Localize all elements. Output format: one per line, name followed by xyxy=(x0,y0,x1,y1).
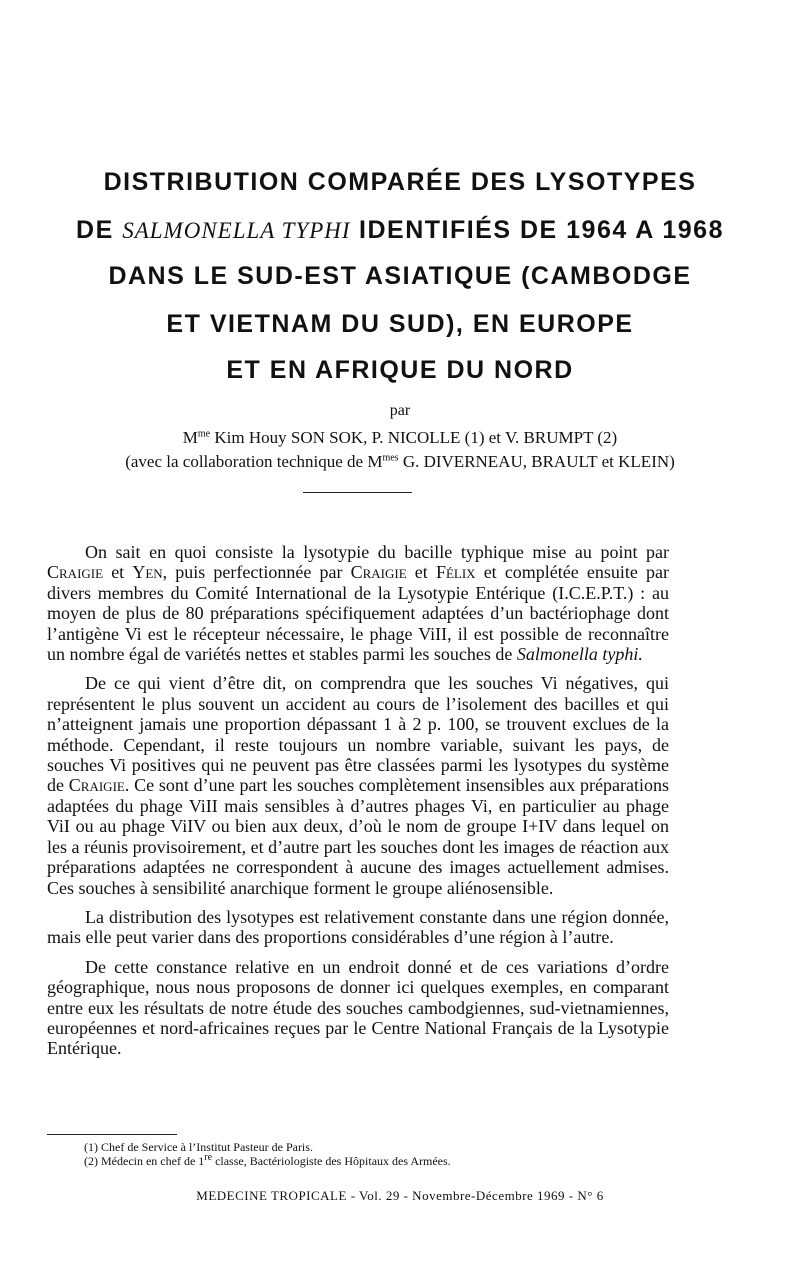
collaboration-line xyxy=(0,452,800,472)
collab-names: G. DIVERNEAU, BRAULT et KLEIN) xyxy=(398,452,675,471)
p2-text-a: De ce qui vient d’être dit, on comprendra que les souches Vi négatives, qui représentent le plus souvent un accident au cours de l’isolement des bacilles et qui n’atteignent jamais une proportion dépassant 1 à 2 p. 100, se trouvent exclues de la méthode. Cependant, il reste toujours un nombre variable, suivant les pays, de souches Vi positives qui ne peuvent pas être classées parmi les lysotypes du système de xyxy=(47,673,669,796)
byline-par: par xyxy=(389,402,411,419)
footnote-2-text-b: classe, Bactériologiste des Hôpitaux des Armées. xyxy=(212,1154,451,1168)
title-line-2-suffix: IDENTIFIÉS DE 1964 A 1968 xyxy=(350,216,724,244)
author-ref-yen: Yen xyxy=(132,562,163,583)
title-line-1: DISTRIBUTION COMPARÉE DES LYSOTYPES xyxy=(103,168,697,196)
author-ref-craigie: Craigie xyxy=(350,562,407,583)
author-ref-craigie: Craigie xyxy=(47,562,104,583)
authors-line xyxy=(0,428,800,448)
paragraph-1 xyxy=(47,542,669,664)
footnote-divider xyxy=(47,1134,177,1135)
title-line-4: ET VIETNAM DU SUD), EN EUROPE xyxy=(166,310,634,338)
p1-text-c: , puis perfectionnée par xyxy=(162,562,351,583)
title-line-5: ET EN AFRIQUE DU NORD xyxy=(226,356,574,384)
p2-text-b: . Ce sont d’une part les souches complètement insensibles aux préparations adaptées du phage ViII mais sensibles à d’autres phages Vi, en particulier au phage ViI ou au phage ViIV ou bien aux deux, d’où le nom de groupe I+IV dans lequel on les a réunis provisoirement, et d’autre part les souches dont les images de réaction aux préparations adaptées ne correspondent à aucune des images actuellement admises. Ces souches à sensibilité anarchique forment le groupe aliénosensible. xyxy=(47,775,669,898)
title-species-name: SALMONELLA TYPHI xyxy=(122,218,351,243)
article-body xyxy=(47,542,669,1068)
authors-prefix: M xyxy=(182,428,198,447)
author-ref-craigie: Craigie xyxy=(68,775,125,796)
paragraph-2 xyxy=(47,673,669,897)
title-line-3: DANS LE SUD-EST ASIATIQUE (CAMBODGE xyxy=(108,262,692,290)
authors-sup: me xyxy=(197,428,211,440)
title-line-2 xyxy=(40,216,760,245)
p1-text-b: et xyxy=(103,562,133,583)
p1-text-a: On sait en quoi consiste la lysotypie du bacille typhique mise au point par xyxy=(85,542,669,562)
species-name-italic: Salmonella typhi. xyxy=(516,644,643,665)
paragraph-4: De cette constance relative en un endroit donné et de ces variations d’ordre géographique, nous nous proposons de donner ici quelques exemples, en comparant entre eux les résultats de notre étude des souches cambodgiennes, sud-vietnamiennes, européennes et nord-africaines reçues par le Centre National Français de la Lysotypie Entérique. xyxy=(47,956,669,1059)
footnote-2 xyxy=(84,1154,451,1169)
paragraph-3: La distribution des lysotypes est relativement constante dans une région donnée, mais elle peut varier dans des proportions considérables d’une région à l’autre. xyxy=(47,906,669,948)
title-line-2-prefix: DE xyxy=(76,216,123,244)
collab-sup: mes xyxy=(382,452,399,464)
author-ref-felix: Félix xyxy=(435,562,476,583)
footnote-2-text-a: (2) Médecin en chef de 1 xyxy=(84,1154,205,1168)
p1-text-e: et complétée ensuite par divers membres du Comité International de la Lysotypie Entérique (I.C.E.P.T.) : au moyen de plus de 80 préparations spécifiquement adaptées d’un bactériophage dont l’antigène Vi est le récepteur nécessaire, le phage ViII, il est possible de reconnaître un nombre égal de variétés nettes et stables parmi les souches de xyxy=(47,562,670,665)
collab-prefix: (avec la collaboration technique de M xyxy=(125,452,383,471)
footnote-1: (1) Chef de Service à l’Institut Pasteur de Paris. xyxy=(84,1140,313,1154)
p1-text-d: et xyxy=(406,562,436,583)
journal-footer: MEDECINE TROPICALE - Vol. 29 - Novembre-Décembre 1969 - N° 6 xyxy=(196,1188,604,1203)
footnote-2-sup: re xyxy=(204,1152,213,1163)
title-divider xyxy=(303,492,412,493)
authors-names: Kim Houy SON SOK, P. NICOLLE (1) et V. BRUMPT (2) xyxy=(210,428,618,447)
